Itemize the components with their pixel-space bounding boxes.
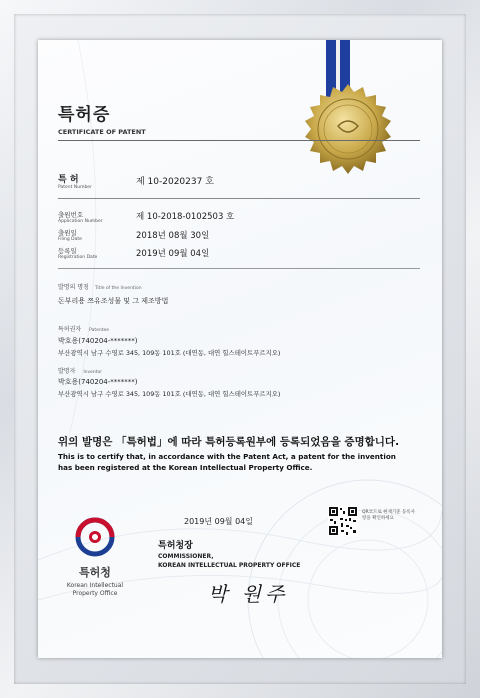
filing-date-label-en: Filing Date xyxy=(58,237,82,242)
invention-label-ko: 발명의 명칭 xyxy=(58,284,89,291)
patent-number-label: 특 허 xyxy=(58,175,79,185)
filing-date-value: 2018년 08월 30일 xyxy=(136,231,210,241)
certificate-paper xyxy=(38,40,442,658)
divider-top xyxy=(58,140,420,141)
qr-note: QR코드로 현재기준 등록사항을 확인하세요 xyxy=(362,510,415,521)
certification-statement-en-2: has been registered at the Korean Intellectual Property Office. xyxy=(58,463,313,472)
commissioner-title-en-2: KOREAN INTELLECTUAL PROPERTY OFFICE xyxy=(158,562,301,569)
patentee-label xyxy=(58,324,109,333)
inventor-label-en: Inventor xyxy=(83,370,103,375)
qr-code-icon xyxy=(328,506,358,536)
divider-2 xyxy=(58,198,420,199)
gold-seal-icon xyxy=(300,82,396,178)
kipo-taegeuk-logo xyxy=(74,516,116,558)
invention-label-en: Title of the Invention xyxy=(94,286,142,291)
certificate-title: 특허증 xyxy=(58,105,111,125)
registration-date-value: 2019년 09월 04일 xyxy=(136,249,210,259)
certification-statement-ko: 위의 발명은 「특허법」에 따라 특허등록원부에 등록되었음을 증명합니다. xyxy=(58,436,400,448)
certificate-subtitle: CERTIFICATE OF PATENT xyxy=(58,128,146,136)
application-number-label: 출원번호 xyxy=(58,211,84,219)
inventor-name: 박호용(740204-*******) xyxy=(58,378,138,386)
patent-number-label-en: Patent Number xyxy=(58,185,92,190)
filing-date-label: 출원일 xyxy=(58,229,77,237)
inventor-address: 부산광역시 남구 수영로 345, 109동 101호 (대연동, 대연 힐스테이트푸르지오) xyxy=(58,390,281,398)
office-name-en: Korean Intellectual Property Office xyxy=(66,582,124,597)
registration-date-label-en: Registration Date xyxy=(58,255,98,260)
registration-date-label: 등록일 xyxy=(58,247,77,255)
certification-statement-en-1: This is to certify that, in accordance with the Patent Act, a patent for the invention xyxy=(58,452,396,461)
office-name-ko: 특허청 xyxy=(79,566,111,579)
blue-ribbon-icon xyxy=(320,40,360,120)
issue-date: 2019년 09월 04일 xyxy=(184,517,253,526)
patentee-label-ko: 특허권자 xyxy=(58,326,82,333)
application-number-label-en: Application Number xyxy=(58,219,103,224)
commissioner-signature: 박 원주 xyxy=(208,582,289,606)
divider-3 xyxy=(58,268,420,269)
application-number-value: 제 10-2018-0102503 호 xyxy=(136,212,235,222)
commissioner-title-ko: 특허청장 xyxy=(158,541,193,551)
patentee-label-en: Patentee xyxy=(89,328,110,333)
patentee-name: 박호용(740204-*******) xyxy=(58,337,138,345)
invention-label xyxy=(58,282,142,291)
inventor-label xyxy=(58,366,102,375)
patent-number-value: 제 10-2020237 호 xyxy=(136,177,214,187)
patentee-address: 부산광역시 남구 수영로 345, 109동 101호 (대연동, 대연 힐스테이트푸르지오) xyxy=(58,349,281,357)
invention-title: 돈부리용 쯔유조성물 및 그 제조방법 xyxy=(58,297,169,305)
commissioner-title-en-1: COMMISSIONER, xyxy=(158,553,214,560)
inventor-label-ko: 발명자 xyxy=(58,368,76,375)
